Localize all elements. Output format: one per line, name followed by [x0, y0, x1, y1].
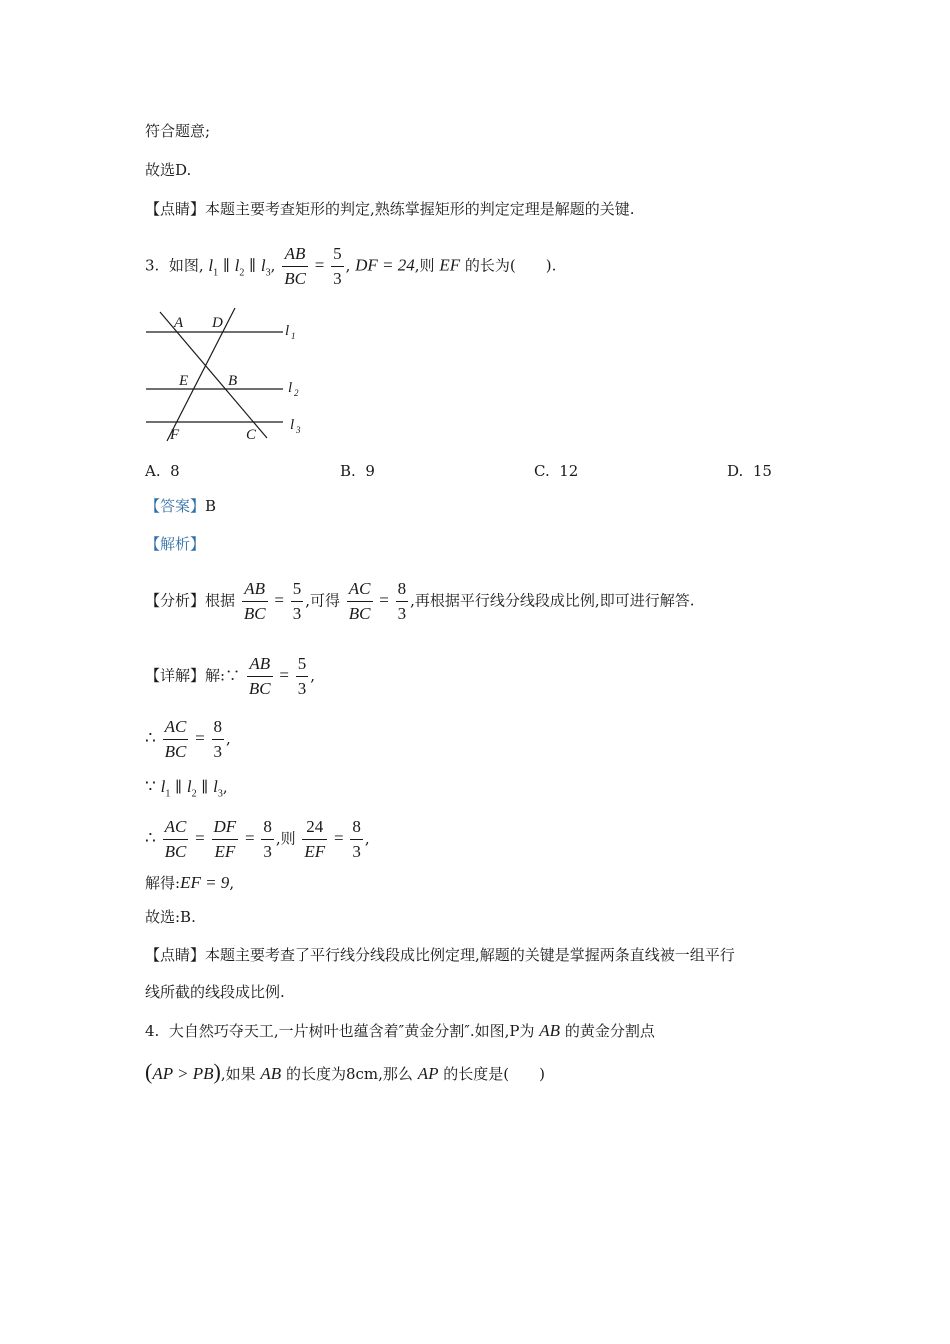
q3-intro: 如图, [168, 256, 204, 275]
label-l2: l [288, 380, 293, 396]
dianjing-2-line-2: 线所截的线段成比例. [145, 983, 285, 1001]
label-l1: l [285, 323, 290, 339]
q3-number: 3. [145, 256, 160, 275]
detail-line-1: 【详解】解:∵ $\frac{AB}{BC}$ = $\frac{5}{3}$ , [145, 654, 316, 698]
sep: , [270, 256, 276, 275]
option-d: D. 15 [727, 462, 772, 480]
label-a: A [174, 315, 184, 331]
answer-value: B [205, 497, 217, 515]
label-f: F [170, 427, 180, 443]
detail-frac-5-3: $\frac{5}{3}$ [297, 654, 307, 698]
label-l3-sub: 3 [296, 425, 301, 435]
detail-line-2: ∴ $\frac{AC}{BC}$ = $\frac{8}{3}$ , [145, 717, 231, 761]
dianjing-tag: 【点睛】 [145, 200, 206, 218]
detail-frac-ac-bc: $\frac{AC}{BC}$ [164, 717, 187, 761]
q3-frac-5-3: $\frac{5}{3}$ [333, 244, 342, 288]
dianjing-line-1 [145, 202, 635, 217]
parallel-sign: ∥ [249, 256, 257, 275]
detail-frac-ab-bc: $\frac{AB}{BC}$ [248, 654, 271, 698]
option-b: B. 9 [340, 462, 375, 480]
answer-line [145, 499, 216, 514]
option-a: A. 8 [145, 462, 180, 480]
detail-solve: 解得:EF = 9, [145, 873, 235, 892]
parallel-sign: ∥ [222, 256, 230, 275]
detail-choose: 故选:B. [145, 908, 196, 926]
fenxi-frac-5-3: $\frac{5}{3}$ [292, 579, 302, 623]
label-b: B [228, 373, 238, 389]
label-e: E [179, 373, 189, 389]
label-c: C [246, 427, 257, 443]
fenxi-frac-ab-bc: $\frac{AB}{BC}$ [243, 579, 266, 623]
q3-l2: $l_2$ [234, 255, 245, 279]
label-l2-sub: 2 [294, 388, 299, 398]
detail-tag: 【详解】 [145, 666, 206, 685]
text-line-2: 故选D. [145, 161, 192, 179]
analysis-tag: 【解析】 [145, 535, 206, 553]
label-d: D [212, 315, 223, 331]
fenxi-frac-ac-bc: $\frac{AC}{BC}$ [348, 579, 371, 623]
q3-then: ,则 [414, 256, 435, 275]
fenxi-tag: 【分析】 [145, 591, 206, 610]
label-l1-sub: 1 [291, 331, 296, 341]
q3-l3: $l_3$ [260, 255, 271, 279]
q3-ef: EF [439, 255, 461, 275]
sep: , [345, 256, 351, 275]
q3-l1: $l_1$ [208, 255, 219, 279]
question-3: 3. 如图, $l_1$ ∥ $l_2$ ∥ $l_3$, $\frac{AB}{BC}$ = $\frac{5}{3}$ , DF = 24,则 EF 的长为( ). [145, 244, 557, 288]
fenxi-frac-8-3: $\frac{8}{3}$ [397, 579, 407, 623]
q3-df: DF = 24 [355, 255, 415, 275]
q3-frac-ab-bc: $\frac{AB}{BC}$ [284, 244, 306, 288]
q3-tail: 的长为( ). [464, 256, 557, 275]
answer-tag: 【答案】 [145, 497, 206, 515]
question-4-line-2: (AP > PB),如果 AB 的长度为8cm,那么 AP 的长度是( ) [145, 1059, 545, 1084]
parallel-lines-figure [140, 305, 310, 445]
dianjing-2-line-1: 【点睛】本题主要考查了平行线分线段成比例定理,解题的关键是掌握两条直线被一组平行 [145, 946, 735, 964]
detail-line-3: ∵ $l_1$ ∥ $l_2$ ∥ $l_3$, [145, 777, 228, 800]
detail-frac-8-3: $\frac{8}{3}$ [213, 717, 222, 761]
question-4-line-1: 4. 大自然巧夺天工,一片树叶也蕴含着″黄金分割″.如图,P为 AB 的黄金分割点 [145, 1021, 655, 1040]
label-l3: l [290, 417, 295, 433]
dianjing-text: 本题主要考查矩形的判定,熟练掌握矩形的判定定理是解题的关键. [205, 200, 635, 218]
fenxi-line: 【分析】根据 $\frac{AB}{BC}$ = $\frac{5}{3}$ ,可得 $\frac{AC}{BC}$ = $\frac{8}{3}$ ,再根据平行线分线段成比例,即可进行解答. [145, 579, 695, 623]
text-line-1: 符合题意; [145, 122, 211, 140]
detail-line-4: ∴ $\frac{AC}{BC}$ = $\frac{DF}{EF}$ = $\frac{8}{3}$ ,则 $\frac{24}{EF}$ = $\frac{8}{3}$ , [145, 817, 370, 861]
option-c: C. 12 [534, 462, 579, 480]
